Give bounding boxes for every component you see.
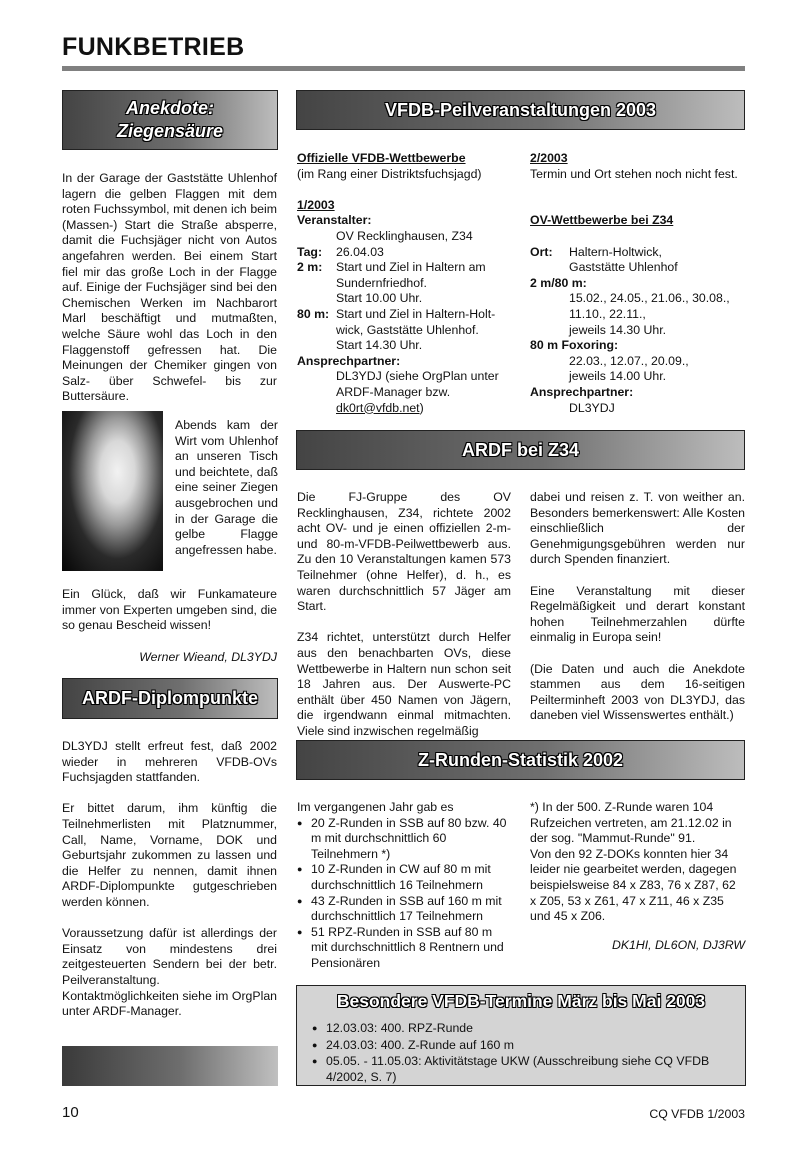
peil-subheading: (im Rang einer Distriktsfuchsjagd) [297, 166, 482, 181]
m280-line: 11.10., 22.11., [569, 306, 646, 321]
peil-2m-line: Start 10.00 Uhr. [336, 291, 423, 306]
ardf-paragraph: Eine Veranstaltung mit dieser Regelmäßigkeit und derart konstant hohen Teilnehmerzahlen dürfte einmalig in Europa sein! [530, 583, 745, 645]
closing-paren: ) [419, 400, 424, 415]
ardf-title: ARDF bei Z34 [461, 439, 580, 460]
ardf-paragraph: Die FJ-Gruppe des OV Recklinghausen, Z34, richtete 2002 acht OV- und je einen offiziellen 2-m- und 80-m-VFDB-Peilwettbewerb aus. Zu den 10 Veranstaltungen kamen 573 Teilnehmer (ohne Helfer), d. h., es waren durchschnittlich 57 Jäger am Start. [297, 490, 511, 614]
zrunden-doks: Von den 92 Z-DOKs konnten hier 34 leider nie gearbeitet werden, dagegen beispielsweise 84 x Z83, 76 x Z87, 62 x Z05, 53 x Z61, 47 x Z11, 46 x Z35 und 45 x Z06. [530, 846, 737, 924]
zrunden-footnote: *) In der 500. Z-Runde waren 104 Rufzeichen vertreten, am 21.12.02 in der sog. "Mammut-Runde" 91. [530, 800, 732, 846]
ansprechpartner2-label: Ansprechpartner: [530, 384, 634, 399]
peil-80m-line: Start 14.30 Uhr. [336, 338, 423, 353]
zrunden-item: 43 Z-Runden in SSB auf 160 m mit durchschnittlich 17 Teilnehmern [311, 893, 502, 924]
foxoring-line: 22.03., 12.07., 20.09., [569, 353, 689, 368]
foxoring-line: jeweils 14.00 Uhr. [569, 369, 667, 384]
zrunden-item: 20 Z-Runden in SSB auf 80 bzw. 40 m mit durchschnittlich 60 Teilnehmern *) [311, 815, 507, 861]
anekdote-author: Werner Wieand, DL3YDJ [139, 650, 277, 664]
peil-event2-text: Termin und Ort stehen noch nicht fest. [530, 166, 738, 181]
anekdote-title-line1: Anekdote: [125, 98, 214, 118]
peil-80m-line: Start und Ziel in Haltern-Holt- [336, 306, 496, 321]
m280-line: 15.02., 24.05., 21.06., 30.08., [569, 291, 730, 306]
termine-title [297, 986, 745, 1016]
bullet-icon [297, 925, 311, 972]
foxoring-label: 80 m Foxoring: [530, 338, 619, 353]
peil-event2-title: 2/2003 [530, 151, 568, 165]
anekdote-conclusion [62, 587, 277, 649]
m280-line: jeweils 14.30 Uhr. [569, 322, 667, 337]
ardf-paragraph: (Die Daten und auch die Anekdote stammen aus dem 16-seitigen Peilterminheft 2003 von DL3YDJ, das daneben viel Wissenswertes enthält.) [530, 661, 745, 723]
zrunden-item: 10 Z-Runden in CW auf 80 m mit durchschnittlich 16 Teilnehmern [311, 862, 491, 892]
issue-label: CQ VFDB 1/2003 [649, 1107, 745, 1121]
peil-80m-line: wick, Gaststätte Uhlenhof. [336, 322, 479, 337]
anekdote-paragraph: Abends kam der Wirt vom Uhlenhof an unseren Tisch und beichtete, daß eine seiner Ziegen ausgebrochen und in der Garage die gelbe Flagge angefressen habe. [175, 418, 278, 557]
peil-ansprechpartner-line: ARDF-Manager bzw. [336, 384, 451, 399]
anekdote-title-line2: Ziegensäure [116, 121, 224, 141]
ov-heading: OV-Wettbewerbe bei Z34 [530, 213, 674, 228]
email-link[interactable]: dk0rt@vfdb.net [336, 400, 420, 415]
ort-label: Ort: [530, 244, 553, 259]
peil-2m-line: Sundernfriedhof. [336, 275, 427, 290]
list-item [297, 894, 511, 925]
list-item [312, 1054, 732, 1085]
anekdote-paragraph: Ein Glück, daß wir Funkamateure immer von Experten umgeben sind, die so genau Bescheid wissen! [62, 587, 277, 633]
bullet-icon [312, 1038, 326, 1055]
zrunden-left-column [297, 800, 511, 972]
termine-item: 24.03.03: 400. Z-Runde auf 160 m [326, 1037, 514, 1052]
ardf-paragraph: dabei und reisen z. T. von weither an. Besonders bemerkenswert: Alle Kosten einschließlich der Genehmigungsgebühren werden nur durch Spenden finanziert. [530, 490, 745, 567]
diplom-text [62, 739, 277, 1035]
termine-title-text: Besondere VFDB-Termine März bis Mai 2003 [336, 990, 706, 1011]
termine-panel [296, 985, 746, 1086]
peil-title: VFDB-Peilveranstaltungen 2003 [384, 99, 657, 120]
ardf-paragraph: Z34 richtet, unterstützt durch Helfer aus den benachbarten OVs, diese Wettbewerbe in Haltern nun schon seit 18 Jahren aus. Der Auswerte-PC enthält über 450 Namen von Jägern, die irgendwann einmal mitmachten. Viele sind inzwischen regelmäßig [297, 630, 511, 738]
ardf-right-text [530, 490, 745, 740]
peil-title-box [296, 90, 745, 130]
bullet-icon [297, 816, 311, 863]
diplom-paragraph: DL3YDJ stellt erfreut fest, daß 2002 wieder in mehreren VFDB-OVs Fuchsjagden stattfanden. [62, 739, 277, 785]
peil-veranstalter: OV Recklinghausen, Z34 [336, 228, 473, 243]
diplom-paragraph: Er bittet darum, ihm künftig die Teilnehmerlisten mit Platznummer, Call, Name, Vorname, DOK und Geburtsjahr zukommen zu lassen und die Helfer zu nennen, damit ihnen ARDF-Diplompunkte gutgeschrieben werden können. [62, 801, 277, 909]
list-item [297, 862, 511, 893]
anekdote-paragraph: In der Garage der Gaststätte Uhlenhof lagern die gelben Flaggen mit dem roten Fuchssymbol, mit denen ich beim (Massen-) Start die Straße absperre, damit die Fuchsjäger nicht von Autos angefahren werden. Bei einem Start fiel mir das große Loch in der Flagge auf. Einige der Fuchsjäger sind bei den Chemischen Werken im Nachbarort Marl beschäftigt und mutmaßten, welche Säure wohl das Loch in den Flaggenstoff gefressen hat. Die Meinungen der Chemiker gingen von Salz- über Schwefel- bis zur Buttersäure. [62, 171, 277, 404]
bullet-icon [297, 894, 311, 925]
peil-right-column [530, 151, 746, 416]
page-title: FUNKBETRIEB [62, 33, 245, 61]
diplom-title-box [62, 678, 278, 719]
ardf-left-text [297, 490, 511, 755]
zrunden-right-column [530, 800, 745, 953]
zrunden-authors: DK1HI, DL6ON, DJ3RW [611, 937, 745, 952]
peil-2m-label: 2 m: [297, 260, 323, 275]
anekdote-text-beside-photo [175, 418, 278, 574]
peil-ansprechpartner-line: DL3YDJ (siehe OrgPlan unter [336, 369, 499, 384]
zrunden-item: 51 RPZ-Runden in SSB auf 80 m mit durchschnittlich 8 Rentnern und Pensionären [311, 924, 504, 970]
peil-heading: Offizielle VFDB-Wettbewerbe [297, 151, 466, 165]
anekdote-text [62, 171, 277, 421]
ort-line: Haltern-Holtwick, [569, 244, 662, 259]
ardf-title-box [296, 430, 745, 470]
diplom-paragraph: Voraussetzung dafür ist allerdings der Einsatz von mindestens drei zeitgesteuerten Sendern bei der betr. Peilveranstaltung. Kontaktmöglichkeiten siehe im OrgPlan unter ARDF-Manager. [62, 926, 277, 1019]
decorative-gradient-bar [62, 1046, 278, 1086]
header-rule [62, 66, 745, 71]
peil-2m-line: Start und Ziel in Haltern am [336, 260, 486, 275]
ansprechpartner2: DL3YDJ [569, 400, 615, 415]
zrunden-intro: Im vergangenen Jahr gab es [297, 800, 454, 814]
bullet-icon [297, 862, 311, 893]
zrunden-title: Z-Runden-Statistik 2002 [417, 749, 624, 770]
bullet-icon [312, 1021, 326, 1038]
diplom-title: ARDF-Diplompunkte [82, 688, 258, 708]
peil-80m-label: 80 m: [297, 306, 330, 321]
goat-photo [62, 411, 163, 571]
list-item [297, 925, 511, 972]
bullet-icon [312, 1054, 326, 1085]
ort-line: Gaststätte Uhlenhof [569, 260, 678, 275]
peil-event1-title: 1/2003 [297, 197, 335, 212]
page-number: 10 [62, 1104, 79, 1121]
m280-label: 2 m/80 m: [530, 275, 587, 290]
peil-left-column [297, 151, 519, 416]
peil-veranstalter-label: Veranstalter: [297, 213, 372, 228]
anekdote-title-box [62, 90, 278, 150]
termine-item: 05.05. - 11.05.03: Aktivitätstage UKW (Ausschreibung siehe CQ VFDB 4/2002, S. 7) [326, 1054, 710, 1084]
list-item [312, 1038, 732, 1055]
peil-tag-label: Tag: [297, 244, 323, 259]
peil-ansprechpartner-label: Ansprechpartner: [297, 353, 401, 368]
peil-ansprechpartner-line [297, 401, 519, 417]
termine-item: 12.03.03: 400. RPZ-Runde [326, 1021, 473, 1035]
peil-tag: 26.04.03 [336, 244, 384, 259]
zrunden-title-box [296, 740, 745, 780]
list-item [312, 1021, 732, 1038]
list-item [297, 816, 511, 863]
termine-list [312, 1021, 732, 1085]
